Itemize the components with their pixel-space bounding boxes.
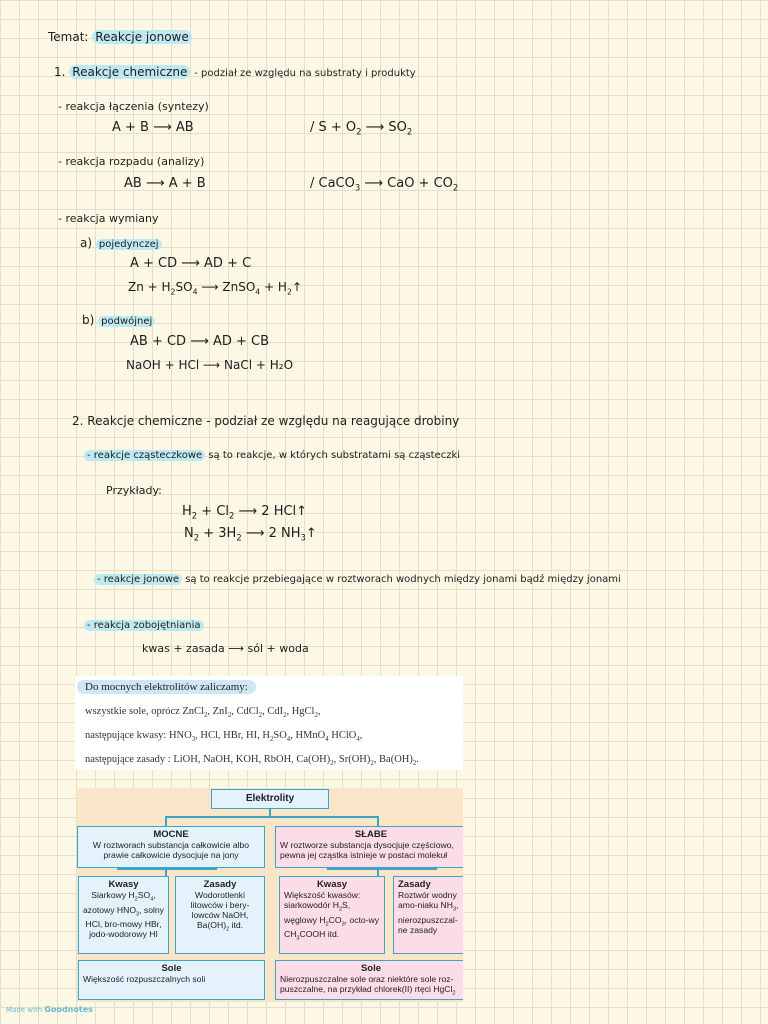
strong-bases-line: następujące zasady : LiOH, NaOH, KOH, RbOH, $Ca(OH)_2$, $Sr(OH)_2$, $Ba(OH)_2$. bbox=[85, 754, 419, 768]
molecular-text: są to reakcje, w których substratami są cząsteczki bbox=[205, 450, 461, 461]
molecular-label: - reakcje cząsteczkowe bbox=[84, 450, 205, 461]
section2-number: 2. bbox=[72, 414, 84, 428]
connector bbox=[377, 816, 379, 826]
weak-acids-node bbox=[279, 876, 385, 954]
connector bbox=[269, 808, 271, 816]
neutralization-equation: kwas + zasada ⟶ sól + woda bbox=[142, 642, 309, 655]
note-title bbox=[48, 30, 192, 44]
section2-heading bbox=[72, 414, 459, 428]
section1-subheading: - podział ze względu na substraty i produkty bbox=[194, 68, 416, 79]
ionic-line bbox=[94, 574, 621, 585]
title-prefix: Temat: bbox=[48, 30, 89, 44]
connector bbox=[327, 868, 437, 870]
strong-bases-list: Wodorotlenki litowców i bery-lowców NaOH, $Ba(OH)_2$ itd. bbox=[190, 890, 250, 933]
weak-electrolytes-node bbox=[275, 826, 463, 868]
section1-heading bbox=[54, 65, 416, 79]
weak-acids-list: Większość kwasów: siarkowodór $H_2S$, węglowy $H_2CO_3$, octo-wy $CH_3COOH$ itd. bbox=[284, 890, 380, 943]
analysis-label: - reakcja rozpadu (analizy) bbox=[58, 155, 205, 168]
weak-head: SŁABE bbox=[354, 829, 388, 840]
neutralization-label bbox=[84, 620, 204, 631]
weak-bases-head: Zasady bbox=[398, 879, 431, 890]
molecular-example-2: $N_2 + 3H_2$ ⟶ 2 $NH_3↑$ bbox=[184, 526, 317, 543]
single-letter: a) bbox=[80, 236, 96, 250]
strong-salts-line: wszystkie sole, oprócz ZnCl$_2$, ZnI$_2$, CdCl$_2$, CdI$_2$, HgCl$_2$, bbox=[85, 706, 321, 720]
section1-heading-text: Reakcje chemiczne bbox=[69, 65, 190, 79]
double-letter: b) bbox=[82, 313, 99, 327]
weak-description: W roztworze substancja dysocjuje częściowo, pewna jej cząstka istnieje w postaci molekuł bbox=[280, 840, 454, 860]
weak-bases-node bbox=[393, 876, 463, 954]
strong-electrolytes-box bbox=[75, 676, 463, 770]
double-name: podwójnej bbox=[98, 316, 155, 327]
section2-heading-text: Reakcje chemiczne - podział ze względu na reagujące drobiny bbox=[87, 414, 460, 428]
synthesis-label: - reakcja łączenia (syntezy) bbox=[58, 100, 209, 113]
strong-electrolytes-title: Do mocnych elektrolitów zaliczamy: bbox=[77, 680, 256, 694]
synthesis-example: / $S + O_2$ ⟶ $SO_2$ bbox=[310, 120, 413, 137]
section1-number: 1. bbox=[54, 65, 66, 79]
analysis-example: / CaCO$_3$ ⟶ CaO + $CO_2$ bbox=[310, 176, 459, 193]
double-exchange-label bbox=[82, 313, 155, 327]
strong-bases-head: Zasady bbox=[203, 879, 237, 890]
ionic-label: - reakcje jonowe bbox=[94, 574, 182, 585]
strong-acids-node bbox=[78, 876, 169, 954]
double-example: NaOH + HCl ⟶ NaCl + H₂O bbox=[126, 358, 294, 372]
molecular-line bbox=[84, 450, 460, 461]
synthesis-general: A + B ⟶ AB bbox=[112, 120, 194, 135]
exchange-label: - reakcja wymiany bbox=[58, 212, 159, 225]
strong-electrolytes-node bbox=[77, 826, 265, 868]
weak-bases-list: Roztwór wodny amo-niaku $NH_3$, nierozpuszczal-ne zasady bbox=[398, 890, 459, 935]
single-name: pojedynczej bbox=[96, 239, 162, 250]
weak-acids-head: Kwasy bbox=[316, 879, 348, 890]
weak-salts-head: Sole bbox=[360, 963, 382, 974]
strong-acids-list: Siarkowy $H_2SO_4$, azotowy $HNO_3$, solny HCl, bro-mowy HBr, jodo-wodorowy HI bbox=[83, 890, 164, 940]
ionic-text: są to reakcje przebiegające w roztworach wodnych między jonami bądź między jonami bbox=[182, 574, 621, 585]
weak-salts-text: Nierozpuszczalne sole oraz niektóre sole roz-puszczalne, na przykład chlorek(II) rtęci HgCl$_2$ bbox=[280, 974, 456, 997]
analysis-general: AB ⟶ A + B bbox=[124, 176, 206, 191]
title-text: Reakcje jonowe bbox=[92, 30, 191, 44]
connector bbox=[165, 816, 167, 826]
strong-acids-line: następujące kwasy: $HNO_3$, HCl, HBr, HI, $H_2SO_4$, HMnO$_4$ HClO$_4$, bbox=[85, 730, 363, 744]
weak-salts-node bbox=[275, 960, 463, 1000]
single-exchange-label bbox=[80, 236, 162, 250]
electrolytes-diagram bbox=[77, 788, 463, 1002]
strong-acids-head: Kwasy bbox=[108, 879, 139, 890]
strong-bases-node bbox=[175, 876, 265, 954]
goodnotes-footer bbox=[6, 1005, 93, 1014]
electrolytes-root-box bbox=[211, 789, 329, 809]
strong-head: MOCNE bbox=[153, 829, 189, 840]
examples-label: Przykłady: bbox=[106, 484, 162, 497]
single-example: $Zn + H_2SO_4$ ⟶ ZnSO$_4$ + $H_2↑$ bbox=[128, 280, 302, 297]
strong-salts-node bbox=[78, 960, 265, 1000]
molecular-example-1: $H_2 + Cl_2$ ⟶ 2 HCl↑ bbox=[182, 504, 308, 521]
strong-salts-text: Większość rozpuszczalnych soli bbox=[83, 974, 206, 984]
footer-app-name: Goodnotes bbox=[44, 1005, 93, 1014]
strong-description: W roztworach substancja całkowicie albo prawie całkowicie dysocjuje na jony bbox=[92, 840, 250, 860]
single-general: A + CD ⟶ AD + C bbox=[130, 256, 252, 271]
connector bbox=[117, 868, 217, 870]
connector bbox=[165, 816, 377, 818]
neutralization-label-text: - reakcja zobojętniania bbox=[84, 620, 204, 631]
double-general: AB + CD ⟶ AD + CB bbox=[130, 334, 270, 349]
electrolytes-root-label: Elektrolity bbox=[245, 793, 295, 804]
strong-salts-head: Sole bbox=[161, 963, 182, 974]
footer-made-with: Made with bbox=[6, 1006, 43, 1014]
